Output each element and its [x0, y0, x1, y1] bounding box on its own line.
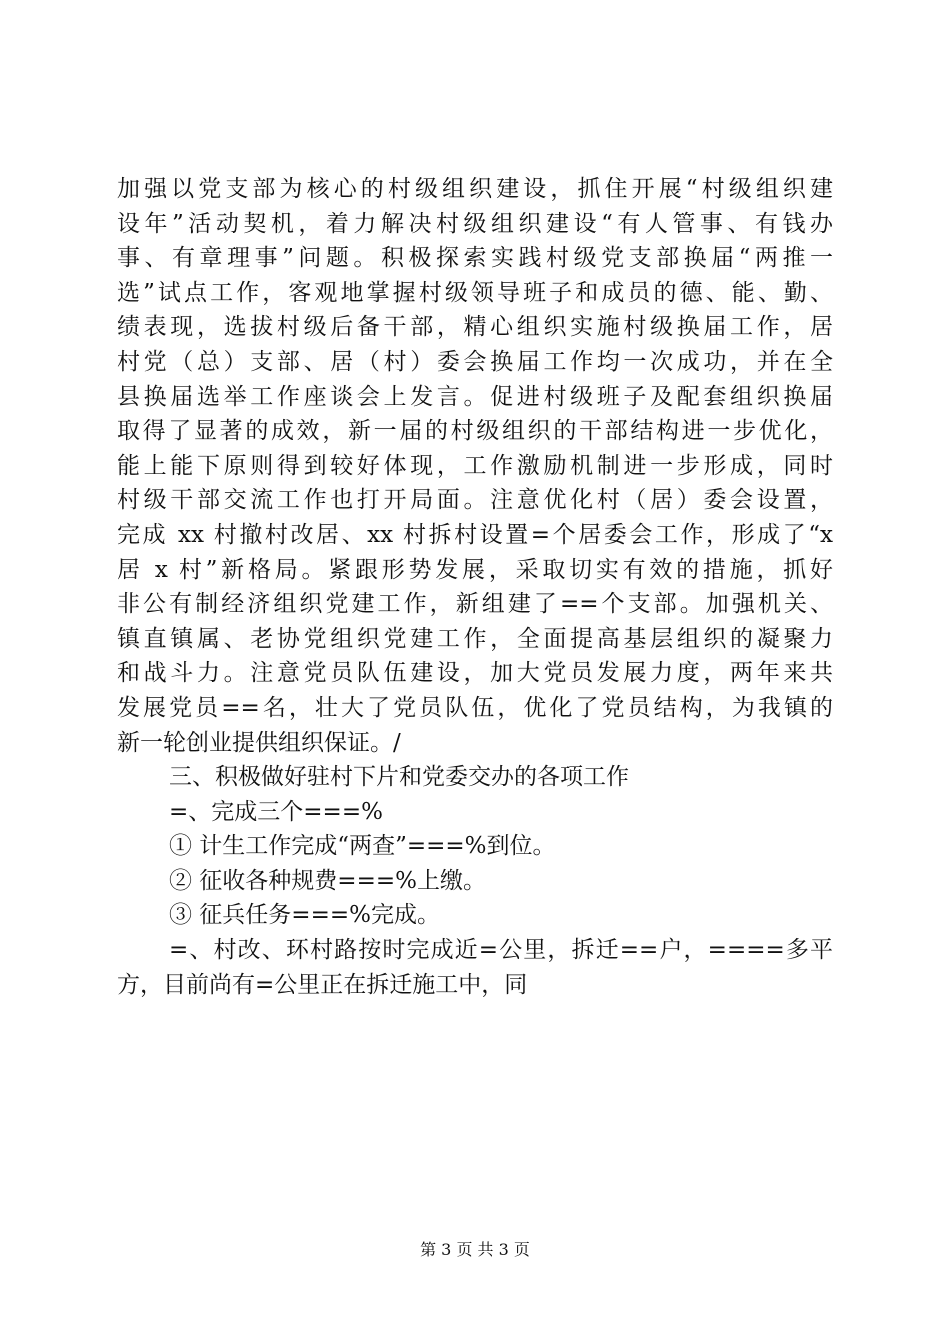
section-heading: 三、积极做好驻村下片和党委交办的各项工作	[169, 764, 629, 791]
list-item: =、完成三个===%	[169, 798, 383, 825]
list-item: ① 计生工作完成“两查”===%到位。	[169, 833, 556, 860]
paragraph-line: 和战斗力。注意党员队伍建设，加大党员发展力度，两年来共	[117, 660, 833, 687]
paragraph-line: 新一轮创业提供组织保证。/	[117, 729, 401, 756]
paragraph-line: =、村改、环村路按时完成近=公里，拆迁==户，====多平	[169, 937, 833, 964]
paragraph-line: 发展党员==名，壮大了党员队伍，优化了党员结构，为我镇的	[117, 694, 833, 721]
paragraph-line: 事、有章理事”问题。积极探索实践村级党支部换届“两推一	[117, 245, 833, 272]
paragraph-line: 选”试点工作，客观地掌握村级领导班子和成员的德、能、勤、	[117, 279, 833, 306]
paragraph-line: 村党（总）支部、居（村）委会换届工作均一次成功，并在全	[117, 348, 833, 375]
paragraph-line: 绩表现，选拔村级后备干部，精心组织实施村级换届工作，居	[117, 314, 833, 341]
paragraph-line: 方，目前尚有=公里正在拆迁施工中，同	[117, 971, 528, 998]
list-item: ③ 征兵任务===%完成。	[169, 902, 440, 929]
paragraph-line: 设年”活动契机，着力解决村级组织建设“有人管事、有钱办	[117, 210, 833, 237]
page-footer: 第 3 页 共 3 页	[420, 1240, 530, 1259]
document-body	[117, 172, 833, 1002]
paragraph-line: 非公有制经济组织党建工作，新组建了==个支部。加强机关、	[117, 591, 833, 618]
paragraph-line: 能上能下原则得到较好体现，工作激励机制进一步形成，同时	[117, 452, 833, 479]
paragraph-line: 村级干部交流工作也打开局面。注意优化村（居）委会设置，	[117, 487, 833, 514]
list-item: ② 征收各种规费===%上缴。	[169, 867, 486, 894]
paragraph-line: 取得了显著的成效，新一届的村级组织的干部结构进一步优化，	[117, 418, 833, 445]
paragraph-line: 县换届选举工作座谈会上发言。促进村级班子及配套组织换届	[117, 383, 833, 410]
paragraph-line: 镇直镇属、老协党组织党建工作，全面提高基层组织的凝聚力	[117, 625, 833, 652]
paragraph-line: 居 x 村”新格局。紧跟形势发展，采取切实有效的措施，抓好	[117, 556, 833, 583]
paragraph-line: 加强以党支部为核心的村级组织建设，抓住开展“村级组织建	[117, 176, 833, 202]
paragraph-line: 完成 xx 村撤村改居、xx 村拆村设置=个居委会工作，形成了“x	[117, 521, 833, 548]
